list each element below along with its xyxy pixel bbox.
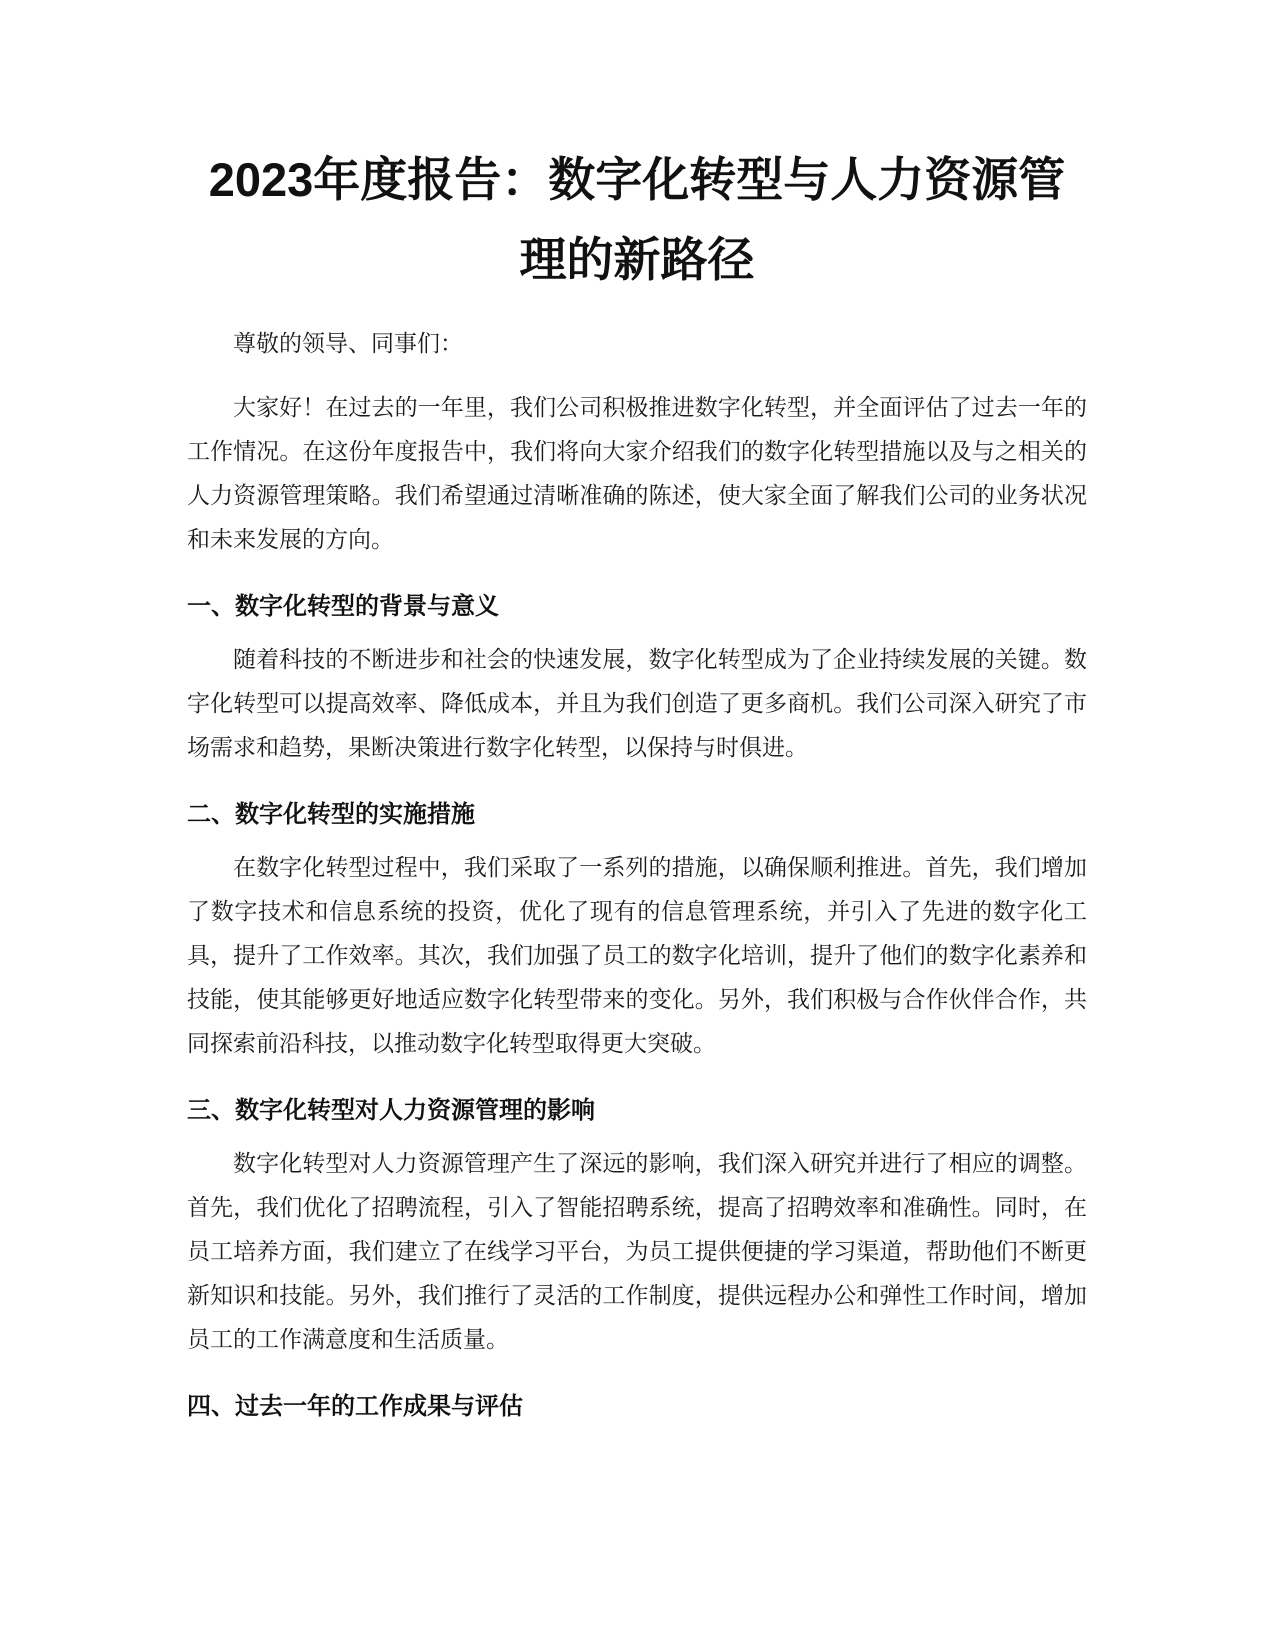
- intro-paragraph: 大家好！在过去的一年里，我们公司积极推进数字化转型，并全面评估了过去一年的工作情况。在这份年度报告中，我们将向大家介绍我们的数字化转型措施以及与之相关的人力资源管理策略。我们希望通过清晰准确的陈述，使大家全面了解我们公司的业务状况和未来发展的方向。: [187, 395, 1087, 553]
- section-heading-2: 二、数字化转型的实施措施: [187, 800, 475, 828]
- document-title: 2023年度报告：数字化转型与人力资源管理的新路径: [208, 153, 1066, 286]
- document-content: [187, 140, 1087, 1438]
- section-body-1: 随着科技的不断进步和社会的快速发展，数字化转型成为了企业持续发展的关键。数字化转型可以提高效率、降低成本，并且为我们创造了更多商机。我们公司深入研究了市场需求和趋势，果断决策进行数字化转型，以保持与时俱进。: [187, 647, 1087, 761]
- section-heading-3: 三、数字化转型对人力资源管理的影响: [187, 1096, 595, 1124]
- salutation: 尊敬的领导、同事们：: [233, 331, 463, 357]
- section-heading-1: 一、数字化转型的背景与意义: [187, 592, 499, 620]
- section-body-2: 在数字化转型过程中，我们采取了一系列的措施，以确保顺利推进。首先，我们增加了数字技术和信息系统的投资，优化了现有的信息管理系统，并引入了先进的数字化工具，提升了工作效率。其次，我们加强了员工的数字化培训，提升了他们的数字化素养和技能，使其能够更好地适应数字化转型带来的变化。另外，我们积极与合作伙伴合作，共同探索前沿科技，以推动数字化转型取得更大突破。: [187, 855, 1087, 1057]
- section-body-3: 数字化转型对人力资源管理产生了深远的影响，我们深入研究并进行了相应的调整。首先，我们优化了招聘流程，引入了智能招聘系统，提高了招聘效率和准确性。同时，在员工培养方面，我们建立了在线学习平台，为员工提供便捷的学习渠道，帮助他们不断更新知识和技能。另外，我们推行了灵活的工作制度，提供远程办公和弹性工作时间，增加员工的工作满意度和生活质量。: [187, 1151, 1087, 1353]
- section-heading-4: 四、过去一年的工作成果与评估: [187, 1392, 523, 1420]
